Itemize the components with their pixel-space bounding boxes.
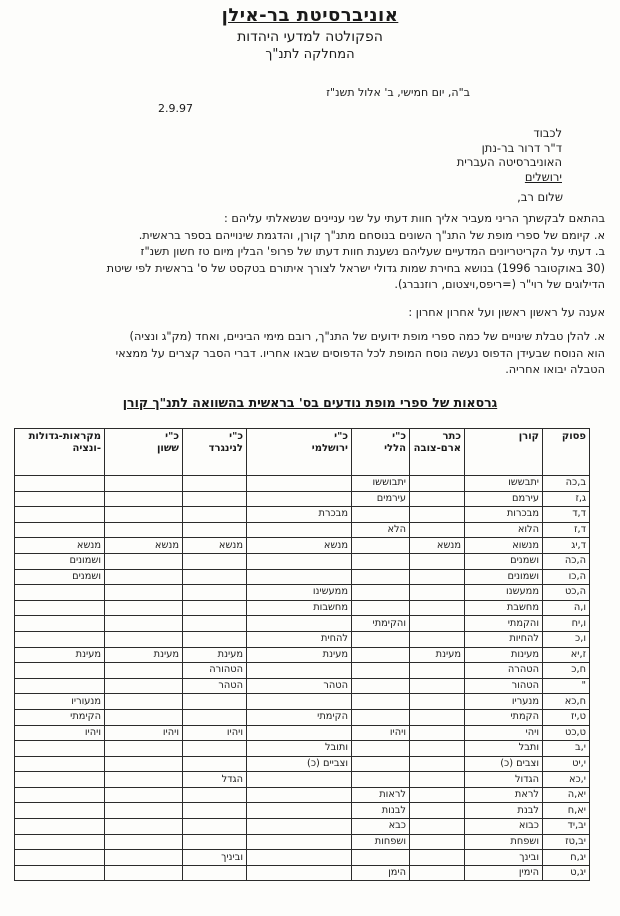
recipient-name: ד"ר דרור בר-נתן (481, 140, 562, 155)
variant-cell: ושמנים (15, 569, 105, 585)
header-line-1: מקראות-גדולות (28, 431, 101, 442)
university-name: אוניברסיטת בר-אילן (221, 5, 399, 26)
variant-cell (15, 803, 105, 819)
variant-cell: עירמים (352, 491, 410, 507)
table-title: גרסאות של ספרי מופת נודעים בס' בראשית בהשוואה לתנ"ך קורן (122, 395, 498, 410)
column-header-5 (183, 429, 247, 476)
variant-cell (352, 756, 410, 772)
variant-cell (247, 553, 352, 569)
variant-cell: מעינת (247, 647, 352, 663)
variant-cell (15, 491, 105, 507)
letterhead (0, 5, 620, 62)
table-row (15, 834, 590, 850)
body-text (15, 211, 605, 294)
variant-cell (183, 819, 247, 835)
variant-cell (247, 865, 352, 881)
faculty-name: הפקולטה למדעי היהדות (237, 29, 383, 45)
variant-cell (410, 741, 465, 757)
header-line-2: לנינגרד (208, 443, 243, 454)
variant-cell: הימן (352, 865, 410, 881)
table-row (15, 538, 590, 554)
variant-cell: ויהיו (105, 725, 183, 741)
verse-cell: ו,ה (543, 600, 590, 616)
variant-cell (183, 631, 247, 647)
variant-cell: לבנת (465, 803, 543, 819)
variant-cell (15, 507, 105, 523)
variant-cell (105, 865, 183, 881)
variant-cell (105, 787, 183, 803)
variant-cell (410, 507, 465, 523)
header-line-1: כ"י (229, 431, 243, 442)
text-line: א. קיומם של ספרי מופת של התנ"ך השונים בנוסחם מתנ"ך קורן, והדגמת שינוייהם בספר בראשית. (138, 228, 605, 242)
variant-cell (183, 553, 247, 569)
variant-cell: הקימתי (247, 709, 352, 725)
variant-cell (183, 476, 247, 492)
header-line-1: כ"י (334, 431, 348, 442)
variant-cell (15, 600, 105, 616)
variant-cell (352, 850, 410, 866)
transition-line: אענה על ראשון ראשון ועל אחרון אחרון : (408, 306, 605, 319)
variant-cell: הטהר (247, 678, 352, 694)
variant-cell (410, 569, 465, 585)
text-line: הדילוגים של רוי"ר (=ריפס,ויצטום, רוזנברג). (394, 278, 605, 291)
table-row (15, 491, 590, 507)
verse-cell: ב,כה (543, 476, 590, 492)
variant-cell: והקימתי (352, 616, 410, 632)
variant-cell: מנעוריו (15, 694, 105, 710)
variant-cell: מנשא (105, 538, 183, 554)
variant-cell: להחיות (465, 631, 543, 647)
verse-cell: י,ב (543, 741, 590, 757)
variant-cell (105, 507, 183, 523)
variant-cell (105, 850, 183, 866)
variant-cell (105, 491, 183, 507)
variant-cell (183, 616, 247, 632)
verse-cell: ו,כ (543, 631, 590, 647)
recipient-prefix: לכבוד (533, 126, 562, 140)
table-row (15, 553, 590, 569)
variant-cell (183, 585, 247, 601)
verse-cell: ו,יח (543, 616, 590, 632)
column-header-1 (465, 429, 543, 476)
verse-cell: ה,כה (543, 553, 590, 569)
column-header-4 (247, 429, 352, 476)
variant-cell (352, 709, 410, 725)
recipient-city: ירושלים (524, 169, 562, 184)
greeting: שלום רב, (517, 190, 563, 204)
variant-cell (183, 491, 247, 507)
table-row (15, 678, 590, 694)
header-line-2: הללי (384, 443, 406, 454)
table-row (15, 522, 590, 538)
verse-cell: ה,כט (543, 585, 590, 601)
variant-cell (183, 709, 247, 725)
variant-cell (410, 631, 465, 647)
variant-cell: הימין (465, 865, 543, 881)
variant-cell (105, 803, 183, 819)
variant-cell (247, 616, 352, 632)
variant-cell (410, 834, 465, 850)
variant-cell (247, 694, 352, 710)
variant-cell (183, 522, 247, 538)
variant-cell (352, 694, 410, 710)
verse-cell: ט,יז (543, 709, 590, 725)
text-line: ב. דעתי על הקריטריונים המדעיים שעליהם נשענת חוות דעתו של פרופ' הבלין מיום טז חשון תשנ"ז (140, 245, 605, 258)
variant-cell: ותבל (465, 741, 543, 757)
variant-cell: הלוא (465, 522, 543, 538)
variant-cell (247, 476, 352, 492)
verse-cell: ז,יא (543, 647, 590, 663)
header-line-2: -ונציה (72, 443, 101, 454)
variant-cell: ושמונים (15, 553, 105, 569)
variant-cell: הלא (352, 522, 410, 538)
variant-cell: ממעשנו (465, 585, 543, 601)
variant-cell (410, 476, 465, 492)
table-row (15, 819, 590, 835)
variant-cell: מנשא (183, 538, 247, 554)
variant-cell (105, 631, 183, 647)
table-row (15, 803, 590, 819)
variant-cell (247, 850, 352, 866)
variant-cell (247, 772, 352, 788)
variant-cell: ושמנים (465, 553, 543, 569)
variant-cell: ויהיו (183, 725, 247, 741)
variant-cell: ובינך (465, 850, 543, 866)
table-row (15, 709, 590, 725)
variant-cell (410, 553, 465, 569)
variant-cell: מבכרת (247, 507, 352, 523)
civil-date: 2.9.97 (158, 102, 193, 115)
variant-cell (15, 585, 105, 601)
variant-cell (15, 819, 105, 835)
column-header-0 (543, 429, 590, 476)
variant-cell: מנשא (15, 538, 105, 554)
variant-cell (105, 616, 183, 632)
variant-cell: ותובל (247, 741, 352, 757)
variant-cell (410, 678, 465, 694)
variant-cell (15, 678, 105, 694)
variant-cell (352, 600, 410, 616)
table-row (15, 507, 590, 523)
variant-cell (15, 663, 105, 679)
variant-cell (352, 772, 410, 788)
header-line-1: פסוק (561, 431, 586, 442)
table-row (15, 663, 590, 679)
variant-cell: הטהורה (183, 663, 247, 679)
variant-cell (352, 569, 410, 585)
variant-cell (105, 834, 183, 850)
variant-cell: מחשבת (465, 600, 543, 616)
variant-cell: הגדול (465, 772, 543, 788)
date-block (158, 86, 470, 115)
verse-cell: יא,ח (543, 803, 590, 819)
variant-cell: הטהר (183, 678, 247, 694)
verse-cell: ג,ז (543, 491, 590, 507)
variant-cell (105, 663, 183, 679)
variant-cell: וצבים (כ) (465, 756, 543, 772)
hebrew-date: ב"ה, יום חמישי, ב' אלול תשנ"ז (326, 86, 470, 99)
verse-cell: יג,ח (543, 850, 590, 866)
variant-cell (410, 756, 465, 772)
variant-cell (105, 678, 183, 694)
variants-table (14, 428, 590, 881)
text-line: הוא הנוסח שבעידן הדפוס נעשה נוסח המופת לכל הדפוסים שבאו אחריו. דברי הסבר קצרים על ממצאי (115, 346, 605, 360)
variant-cell: הטהור (465, 678, 543, 694)
variant-cell: ויהיו (15, 725, 105, 741)
variant-cell (352, 631, 410, 647)
variant-cell (183, 600, 247, 616)
variant-cell (105, 600, 183, 616)
verse-cell: יב,טז (543, 834, 590, 850)
variant-cell (105, 585, 183, 601)
variant-cell: ושפחת (465, 834, 543, 850)
variant-cell (247, 803, 352, 819)
variant-cell (15, 865, 105, 881)
variant-cell (410, 491, 465, 507)
variant-cell (410, 522, 465, 538)
variant-cell: ויהיו (352, 725, 410, 741)
verse-cell: יב,יד (543, 819, 590, 835)
variant-cell (15, 756, 105, 772)
variant-cell (410, 709, 465, 725)
variant-cell (352, 553, 410, 569)
text-line: בהתאם לבקשתך הריני מעביר אליך חוות דעתי על שני עניינים שנשאלתי עליהם : (223, 212, 605, 225)
table-row (15, 569, 590, 585)
variant-cell (247, 834, 352, 850)
verse-cell: י,כא (543, 772, 590, 788)
variant-cell (410, 865, 465, 881)
variant-cell: הקמתי (465, 709, 543, 725)
table-row (15, 756, 590, 772)
variant-cell: לראות (352, 787, 410, 803)
variant-cell (183, 569, 247, 585)
table-row (15, 787, 590, 803)
header-line-2: ארם-צובה (413, 443, 461, 454)
column-header-6 (105, 429, 183, 476)
variant-cell (247, 491, 352, 507)
variant-cell (15, 616, 105, 632)
variant-cell: כבא (352, 819, 410, 835)
variant-cell: מעינות (465, 647, 543, 663)
variant-cell (15, 522, 105, 538)
table-row (15, 600, 590, 616)
variant-cell: הטהרה (465, 663, 543, 679)
variant-cell (183, 834, 247, 850)
variant-cell: וצביים (כ) (247, 756, 352, 772)
variant-cell (105, 772, 183, 788)
text-line: א. להלן טבלת שינויים של כמה ספרי מופת ידועים של התנ"ך, רובם מימי הביניים, ואחד (מק"ג ונציה) (129, 330, 605, 343)
variant-cell (247, 819, 352, 835)
variant-cell: לבנות (352, 803, 410, 819)
variant-cell: מנשא (410, 538, 465, 554)
variant-cell: מעינת (105, 647, 183, 663)
variant-cell (410, 585, 465, 601)
recipient-institution: האוניברסיטה העברית (456, 155, 562, 169)
verse-cell: י,יט (543, 756, 590, 772)
variant-cell (105, 522, 183, 538)
variant-cell (410, 600, 465, 616)
variant-cell: כבוא (465, 819, 543, 835)
variant-cell (105, 694, 183, 710)
variant-cell (105, 819, 183, 835)
verse-cell: ה,כו (543, 569, 590, 585)
table-row (15, 585, 590, 601)
variant-cell (410, 850, 465, 866)
column-header-3 (352, 429, 410, 476)
variant-cell (410, 772, 465, 788)
variant-cell (105, 756, 183, 772)
variant-cell (105, 741, 183, 757)
table-row (15, 647, 590, 663)
variant-cell: והקמתי (465, 616, 543, 632)
variant-cell (247, 663, 352, 679)
variant-cell: מעינת (410, 647, 465, 663)
verse-cell: " (543, 678, 590, 694)
recipient-block (457, 126, 562, 184)
verse-cell: ח,כא (543, 694, 590, 710)
variant-cell: מחשבות (247, 600, 352, 616)
variant-cell: להחית (247, 631, 352, 647)
table-row (15, 631, 590, 647)
variant-cell: מעינת (15, 647, 105, 663)
verse-cell: ד,ד (543, 507, 590, 523)
variant-cell (183, 865, 247, 881)
variant-cell (352, 741, 410, 757)
department-name: המחלקה לתנ"ך (265, 47, 355, 62)
variant-cell (183, 787, 247, 803)
variant-cell: מנעריו (465, 694, 543, 710)
variant-cell (410, 819, 465, 835)
variant-cell (247, 725, 352, 741)
variant-cell: לראת (465, 787, 543, 803)
variant-cell (247, 522, 352, 538)
variant-cell (410, 787, 465, 803)
variant-cell (352, 647, 410, 663)
variant-cell: ושפחות (352, 834, 410, 850)
variant-cell (15, 741, 105, 757)
paragraph-a (15, 329, 605, 379)
column-header-7 (15, 429, 105, 476)
header-line-2: ששון (156, 443, 179, 454)
table-row (15, 694, 590, 710)
variant-cell (183, 507, 247, 523)
variant-cell (15, 834, 105, 850)
variant-cell (247, 787, 352, 803)
variant-cell: יתבששו (465, 476, 543, 492)
text-line: (30 באוקטובר 1996) בנושא בחירת שמות גדולי ישראל לצורך איתורם בטקסט של ס' בראשית לפי שיטת (106, 261, 605, 275)
table-row (15, 772, 590, 788)
header-line-1: כ"י (392, 431, 406, 442)
variant-cell (410, 616, 465, 632)
header-line-1: קורן (518, 431, 539, 442)
column-header-2 (410, 429, 465, 476)
table-row (15, 476, 590, 492)
variant-cell: ויהי (465, 725, 543, 741)
variant-cell (352, 585, 410, 601)
variant-cell: מעינת (183, 647, 247, 663)
verse-cell: ח,כ (543, 663, 590, 679)
variant-cell (105, 553, 183, 569)
variant-cell (15, 772, 105, 788)
variant-cell: מנשוא (465, 538, 543, 554)
verse-cell: ד,יג (543, 538, 590, 554)
verse-cell: ט,כט (543, 725, 590, 741)
variant-cell: הקימתי (15, 709, 105, 725)
variant-cell: ושמונים (465, 569, 543, 585)
verse-cell: יא,ה (543, 787, 590, 803)
variant-cell (352, 507, 410, 523)
table-row (15, 616, 590, 632)
variant-cell (352, 678, 410, 694)
text-line: הטבלה יבואו אחריה. (505, 363, 605, 376)
variant-cell: עירמם (465, 491, 543, 507)
variant-cell: מבכרות (465, 507, 543, 523)
variant-cell: מנשא (247, 538, 352, 554)
header-line-2: ירושלמי (311, 443, 348, 454)
variant-cell (15, 631, 105, 647)
variant-cell: ממעשינו (247, 585, 352, 601)
variant-cell: יתבוששו (352, 476, 410, 492)
variant-cell (247, 569, 352, 585)
variant-cell (105, 709, 183, 725)
variant-cell (15, 850, 105, 866)
variant-cell (352, 663, 410, 679)
variant-cell (410, 663, 465, 679)
variant-cell (15, 787, 105, 803)
variant-cell (183, 756, 247, 772)
header-line-1: כתר (442, 431, 461, 442)
variant-cell (183, 741, 247, 757)
variant-cell (15, 476, 105, 492)
table-row (15, 865, 590, 881)
verse-cell: יג,ט (543, 865, 590, 881)
variant-cell: וביניך (183, 850, 247, 866)
table-header-row (15, 429, 590, 476)
table-row (15, 741, 590, 757)
verse-cell: ד,ז (543, 522, 590, 538)
table-row (15, 850, 590, 866)
variant-cell (183, 803, 247, 819)
table-row (15, 725, 590, 741)
variant-cell (410, 694, 465, 710)
variant-cell (352, 538, 410, 554)
variant-cell (183, 694, 247, 710)
variant-cell (105, 476, 183, 492)
variant-cell (410, 803, 465, 819)
variant-cell (410, 725, 465, 741)
variant-cell: הגדל (183, 772, 247, 788)
variant-cell (105, 569, 183, 585)
header-line-1: כ"י (165, 431, 179, 442)
